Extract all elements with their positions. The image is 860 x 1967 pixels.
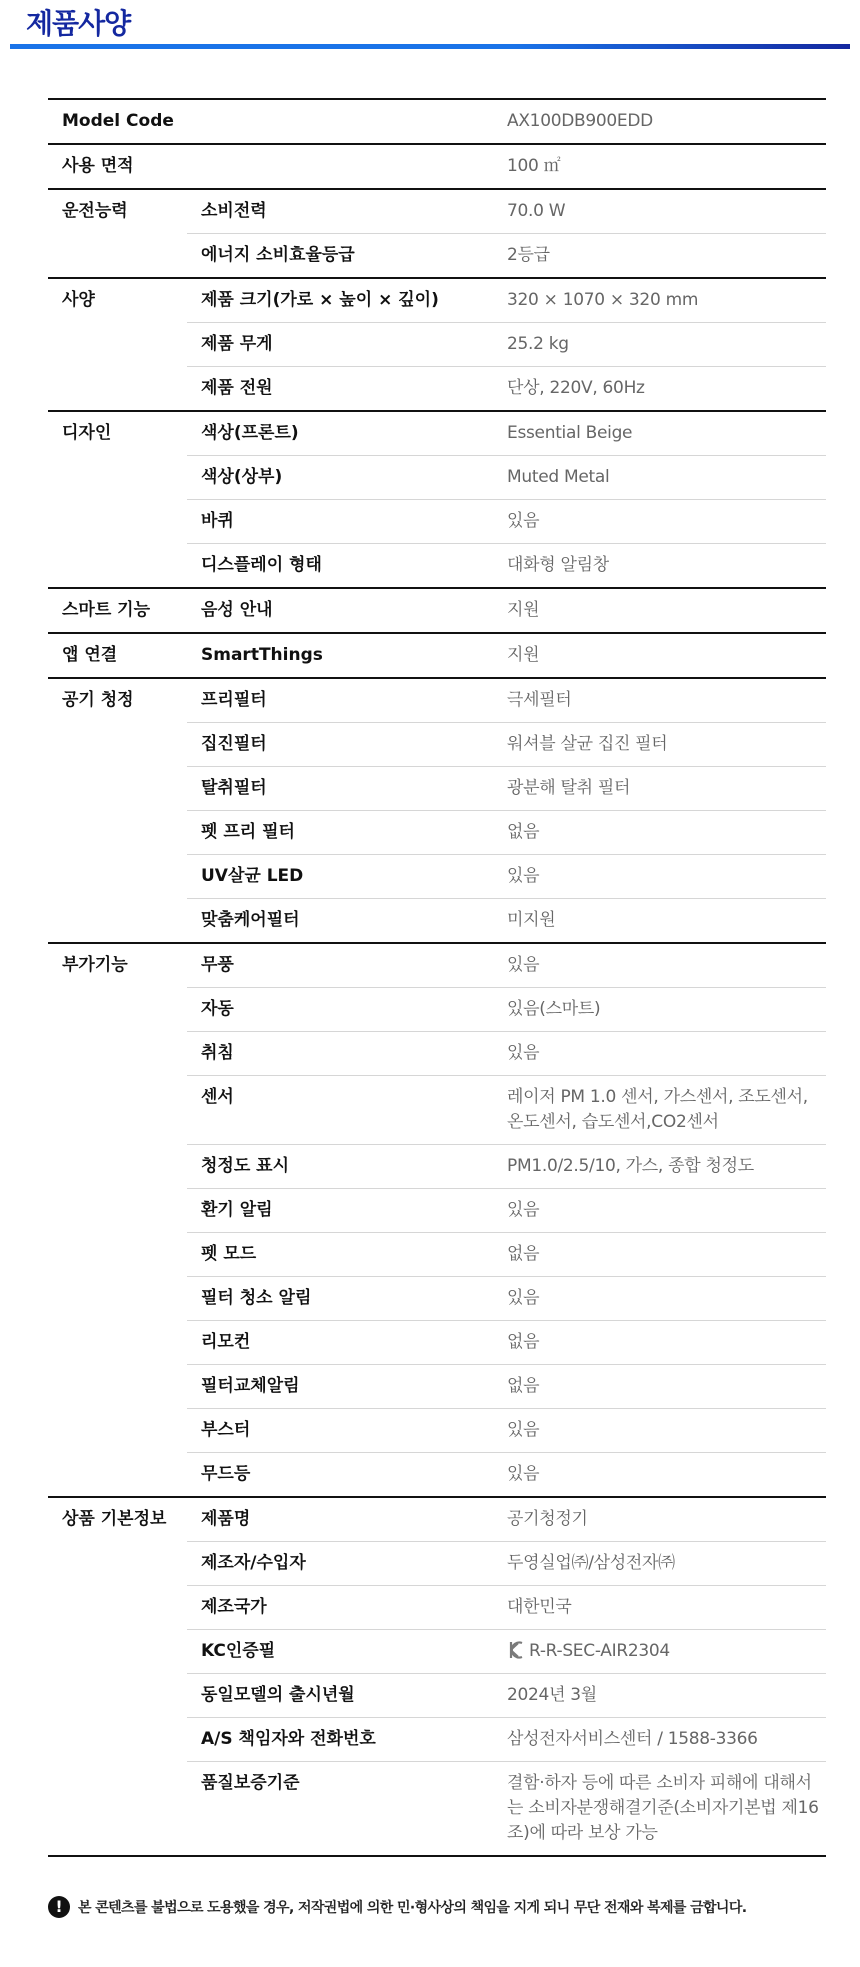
spec-value-text: 2024년 3월: [507, 1685, 597, 1705]
spec-key: 리모컨: [187, 1321, 507, 1365]
spec-key: 무풍: [201, 955, 234, 975]
spec-value: [507, 456, 826, 500]
spec-key: [187, 99, 507, 144]
spec-row: [48, 943, 826, 988]
spec-row: [48, 189, 826, 234]
spec-value: [507, 1321, 826, 1365]
spec-value: [507, 278, 826, 323]
spec-value: [507, 1630, 826, 1674]
spec-key: 필터 청소 알림: [187, 1277, 507, 1321]
spec-value-text: 100 ㎡: [507, 156, 561, 176]
spec-key: 제품 전원: [187, 367, 507, 412]
spec-value-text: 70.0 W: [507, 201, 566, 221]
exclamation-icon: !: [48, 1896, 70, 1918]
spec-category: 디자인: [62, 423, 112, 443]
spec-key: KC인증필: [187, 1630, 507, 1674]
spec-value-text: 있음: [507, 1420, 540, 1440]
spec-value-text: 결함·하자 등에 따른 소비자 피해에 대해서는 소비자분쟁해결기준(소비자기본법 제16조)에 따라 보상 가능: [507, 1773, 819, 1843]
spec-value: [507, 988, 826, 1032]
spec-key: 청정도 표시: [187, 1145, 507, 1189]
spec-table-container: [48, 98, 826, 1857]
spec-value-text: 있음: [507, 955, 540, 975]
spec-value-text: 대한민국: [507, 1597, 572, 1617]
spec-key: 프리필터: [201, 690, 267, 710]
spec-key: 소비전력: [201, 201, 267, 221]
spec-group: [48, 1497, 826, 1856]
spec-row: [48, 588, 826, 633]
spec-category: 앱 연결: [62, 645, 118, 665]
spec-value: [507, 1674, 826, 1718]
spec-group: [48, 278, 826, 411]
spec-value-text: 320 × 1070 × 320 mm: [507, 290, 699, 310]
spec-value: [507, 1189, 826, 1233]
spec-value: [507, 767, 826, 811]
spec-value: [507, 588, 826, 633]
spec-value: [507, 1365, 826, 1409]
spec-group: [48, 189, 826, 278]
spec-value: [507, 1076, 826, 1145]
spec-value: [507, 1542, 826, 1586]
spec-value-text: 미지원: [507, 910, 556, 930]
spec-value-text: 있음: [507, 1043, 540, 1063]
spec-value-text: 25.2 kg: [507, 334, 569, 354]
spec-value: [507, 1409, 826, 1453]
spec-key: 환기 알림: [187, 1189, 507, 1233]
spec-key: 부스터: [187, 1409, 507, 1453]
spec-value: [507, 1718, 826, 1762]
spec-category: 사양: [62, 290, 95, 310]
spec-group: [48, 411, 826, 588]
spec-category: Model Code: [62, 111, 174, 131]
spec-row: [48, 1497, 826, 1542]
spec-key: 음성 안내: [201, 600, 273, 620]
spec-key: 집진필터: [187, 723, 507, 767]
spec-category: 스마트 기능: [62, 600, 151, 620]
spec-key: 제조자/수입자: [187, 1542, 507, 1586]
spec-key: 자동: [187, 988, 507, 1032]
spec-value-text: 지원: [507, 645, 540, 665]
spec-key: 필터교체알림: [187, 1365, 507, 1409]
spec-table: [48, 98, 826, 1857]
spec-key: 색상(상부): [187, 456, 507, 500]
spec-key: 무드등: [187, 1453, 507, 1498]
spec-key: 제품 크기(가로 × 높이 × 깊이): [201, 290, 439, 310]
spec-value-text: 없음: [507, 1376, 540, 1396]
spec-value: [507, 1233, 826, 1277]
spec-value-text: PM1.0/2.5/10, 가스, 종합 청정도: [507, 1156, 754, 1176]
spec-value-text: 대화형 알림창: [507, 555, 609, 575]
spec-value: [507, 189, 826, 234]
spec-key: SmartThings: [201, 645, 323, 665]
spec-value-text: 극세필터: [507, 690, 572, 710]
spec-group: [48, 943, 826, 1497]
spec-category: 사용 면적: [62, 156, 134, 176]
spec-value-text: 있음: [507, 1288, 540, 1308]
spec-value-text: 2등급: [507, 245, 550, 265]
spec-value: [507, 99, 826, 144]
spec-value-text: 두영실업㈜/삼성전자㈜: [507, 1553, 675, 1573]
title-underline: [10, 44, 850, 49]
spec-value: [507, 811, 826, 855]
spec-category: 공기 청정: [62, 690, 134, 710]
spec-value-text: 없음: [507, 1332, 540, 1352]
spec-category: 운전능력: [62, 201, 128, 221]
spec-value-text: 있음(스마트): [507, 999, 601, 1019]
spec-key: [187, 144, 507, 189]
spec-row: [48, 144, 826, 189]
spec-group: [48, 588, 826, 633]
spec-key: 제조국가: [187, 1586, 507, 1630]
spec-key: 제품 무게: [187, 323, 507, 367]
spec-value: [507, 367, 826, 412]
spec-value-text: Muted Metal: [507, 467, 610, 487]
spec-value-text: 있음: [507, 866, 540, 886]
spec-key: 품질보증기준: [187, 1762, 507, 1857]
spec-value: [507, 855, 826, 899]
spec-value: [507, 633, 826, 678]
spec-value-text: AX100DB900EDD: [507, 111, 653, 131]
spec-row: [48, 278, 826, 323]
copyright-notice: [48, 1896, 828, 1918]
spec-category: 상품 기본정보: [62, 1509, 167, 1529]
spec-value-text: 워셔블 살균 집진 필터: [507, 734, 668, 754]
spec-value: [507, 678, 826, 723]
spec-value: [507, 1762, 826, 1857]
page-header: [0, 0, 860, 56]
spec-value: [507, 144, 826, 189]
spec-key: 취침: [187, 1032, 507, 1076]
spec-value: [507, 234, 826, 279]
spec-row: [48, 99, 826, 144]
spec-value: [507, 723, 826, 767]
spec-value: [507, 500, 826, 544]
spec-value-text: 있음: [507, 1464, 540, 1484]
spec-key: 펫 프리 필터: [187, 811, 507, 855]
spec-group: [48, 144, 826, 189]
spec-value-text: 레이저 PM 1.0 센서, 가스센서, 조도센서, 온도센서, 습도센서,CO2센서: [507, 1087, 808, 1132]
spec-row: [48, 678, 826, 723]
page-title: 제품사양: [26, 7, 131, 40]
spec-value: [507, 899, 826, 944]
spec-value: [507, 544, 826, 589]
spec-value-text: 단상, 220V, 60Hz: [507, 378, 645, 398]
spec-value-text: 공기청정기: [507, 1509, 588, 1529]
spec-value-text: 없음: [507, 822, 540, 842]
spec-key: 바퀴: [187, 500, 507, 544]
spec-value: [507, 1032, 826, 1076]
spec-key: 에너지 소비효율등급: [187, 234, 507, 279]
spec-key: 맞춤케어필터: [187, 899, 507, 944]
spec-key: 탈취필터: [187, 767, 507, 811]
spec-value: [507, 411, 826, 456]
spec-row: [48, 633, 826, 678]
spec-group: [48, 99, 826, 144]
spec-value-text: Essential Beige: [507, 423, 633, 443]
spec-key: 펫 모드: [187, 1233, 507, 1277]
spec-value-text: 있음: [507, 511, 540, 531]
spec-value-text: 삼성전자서비스센터 / 1588-3366: [507, 1729, 758, 1749]
spec-value: [507, 1586, 826, 1630]
spec-category: 부가기능: [62, 955, 128, 975]
spec-value-text: 없음: [507, 1244, 540, 1264]
spec-value-text: R-R-SEC-AIR2304: [529, 1641, 670, 1661]
spec-group: [48, 678, 826, 943]
spec-row: [48, 411, 826, 456]
spec-key: 센서: [187, 1076, 507, 1145]
spec-key: 색상(프론트): [201, 423, 299, 443]
spec-value: [507, 323, 826, 367]
spec-key: 동일모델의 출시년월: [187, 1674, 507, 1718]
spec-key: UV살균 LED: [187, 855, 507, 899]
spec-value-text: 광분해 탈취 필터: [507, 778, 631, 798]
spec-value: [507, 1453, 826, 1498]
spec-key: 디스플레이 형태: [187, 544, 507, 589]
spec-group: [48, 633, 826, 678]
spec-key: 제품명: [201, 1509, 251, 1529]
spec-value: [507, 1497, 826, 1542]
spec-value-text: 있음: [507, 1200, 540, 1220]
kc-mark-icon: [507, 1641, 525, 1659]
spec-value: [507, 943, 826, 988]
notice-text: 본 콘텐츠를 불법으로 도용했을 경우, 저작권법에 의한 민·형사상의 책임을 지게 되니 무단 전재와 복제를 금합니다.: [78, 1900, 747, 1916]
spec-value: [507, 1277, 826, 1321]
spec-value-text: 지원: [507, 600, 540, 620]
spec-value: [507, 1145, 826, 1189]
spec-key: A/S 책임자와 전화번호: [187, 1718, 507, 1762]
